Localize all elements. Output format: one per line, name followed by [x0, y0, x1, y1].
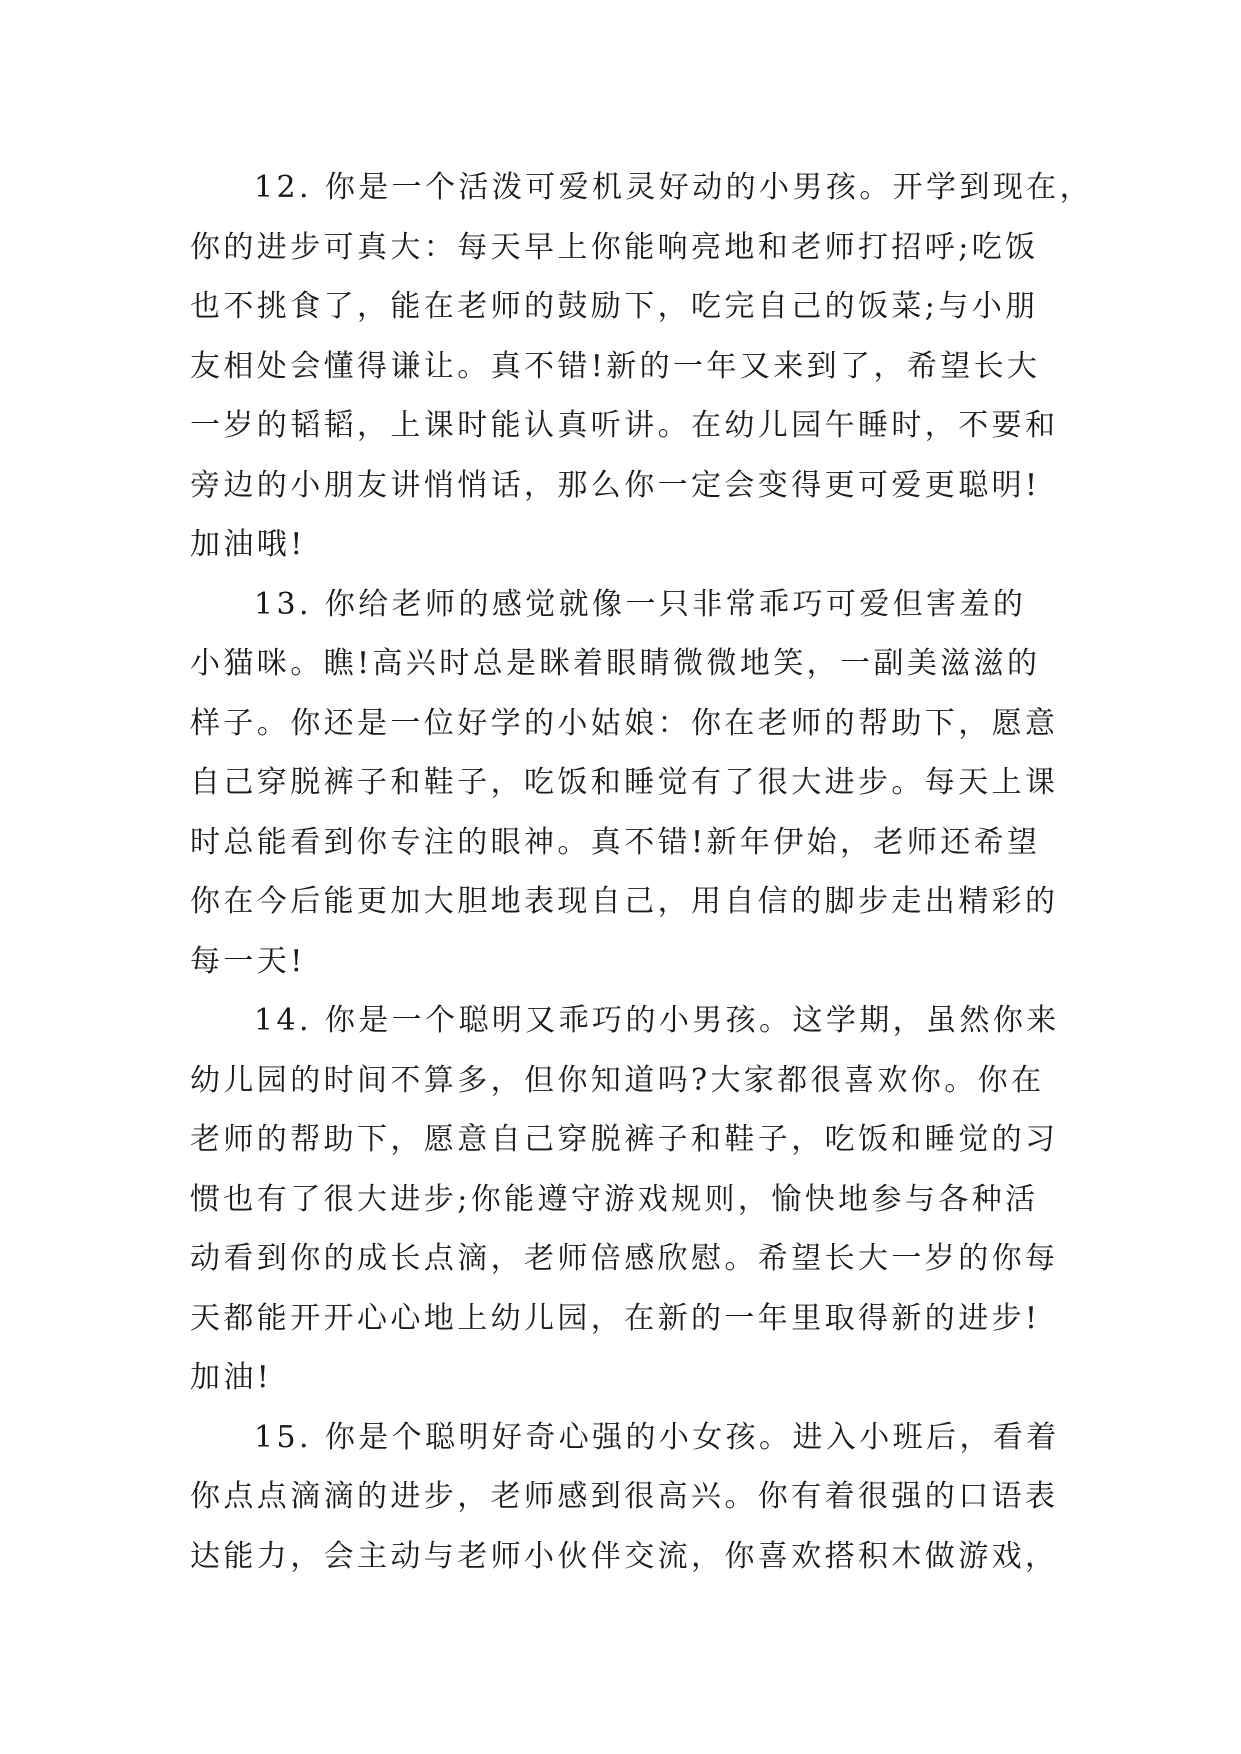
text-line: 12. 你是一个活泼可爱机灵好动的小男孩。开学到现在， — [254, 170, 1094, 205]
text-line: 天都能开开心心地上幼儿园，在新的一年里取得新的进步! — [190, 1300, 1041, 1336]
paragraph-13 — [190, 575, 1070, 992]
text-line: 小猫咪。瞧!高兴时总是眯着眼睛微微地笑，一副美滋滋的 — [190, 646, 1041, 681]
text-line: 14. 你是一个聪明又乖巧的小男孩。这学期，虽然你来 — [254, 1003, 1060, 1038]
paragraph-12 — [190, 158, 1094, 575]
text-line: 15. 你是个聪明好奇心强的小女孩。进入小班后，看着 — [254, 1419, 1060, 1455]
text-line: 旁边的小朋友讲悄悄话，那么你一定会变得更可爱更聪明! — [190, 467, 1041, 503]
text-line: 加油哦! — [190, 527, 306, 562]
text-line: 也不挑食了，能在老师的鼓励下，吃完自己的饭菜;与小朋 — [190, 289, 1039, 324]
text-line: 自己穿脱裤子和鞋子，吃饭和睡觉有了很大进步。每天上课 — [190, 765, 1059, 800]
text-line: 老师的帮助下，愿意自己穿脱裤子和鞋子，吃饭和睡觉的习 — [190, 1122, 1059, 1157]
text-line: 加油! — [190, 1360, 273, 1395]
text-line: 幼儿园的时间不算多，但你知道吗?大家都很喜欢你。你在 — [190, 1062, 1045, 1098]
text-line: 13. 你给老师的感觉就像一只非常乖巧可爱但害羞的 — [254, 586, 1027, 622]
text-line: 达能力，会主动与老师小伙伴交流，你喜欢搭积木做游戏， — [190, 1538, 1059, 1574]
text-line: 友相处会懂得谦让。真不错!新的一年又来到了，希望长大 — [190, 348, 1041, 384]
text-line: 一岁的韬韬，上课时能认真听讲。在幼儿园午睡时，不要和 — [190, 408, 1059, 443]
text-line: 动看到你的成长点滴，老师倍感欣慰。希望长大一岁的你每 — [190, 1241, 1059, 1276]
text-line: 样子。你还是一位好学的小姑娘：你在老师的帮助下，愿意 — [190, 705, 1059, 741]
paragraph-15 — [190, 1408, 1070, 1587]
paragraph-14 — [190, 991, 1070, 1408]
text-line: 每一天! — [190, 943, 306, 979]
text-line: 你的进步可真大：每天早上你能响亮地和老师打招呼;吃饭 — [190, 229, 1039, 265]
text-line: 时总能看到你专注的眼神。真不错!新年伊始，老师还希望 — [190, 824, 1041, 860]
text-line: 你在今后能更加大胆地表现自己，用自信的脚步走出精彩的 — [190, 884, 1059, 919]
document-page — [190, 158, 1094, 1586]
text-line: 惯也有了很大进步;你能遵守游戏规则，愉快地参与各种活 — [190, 1181, 1039, 1217]
text-line: 你点点滴滴的进步，老师感到很高兴。你有着很强的口语表 — [190, 1479, 1059, 1514]
